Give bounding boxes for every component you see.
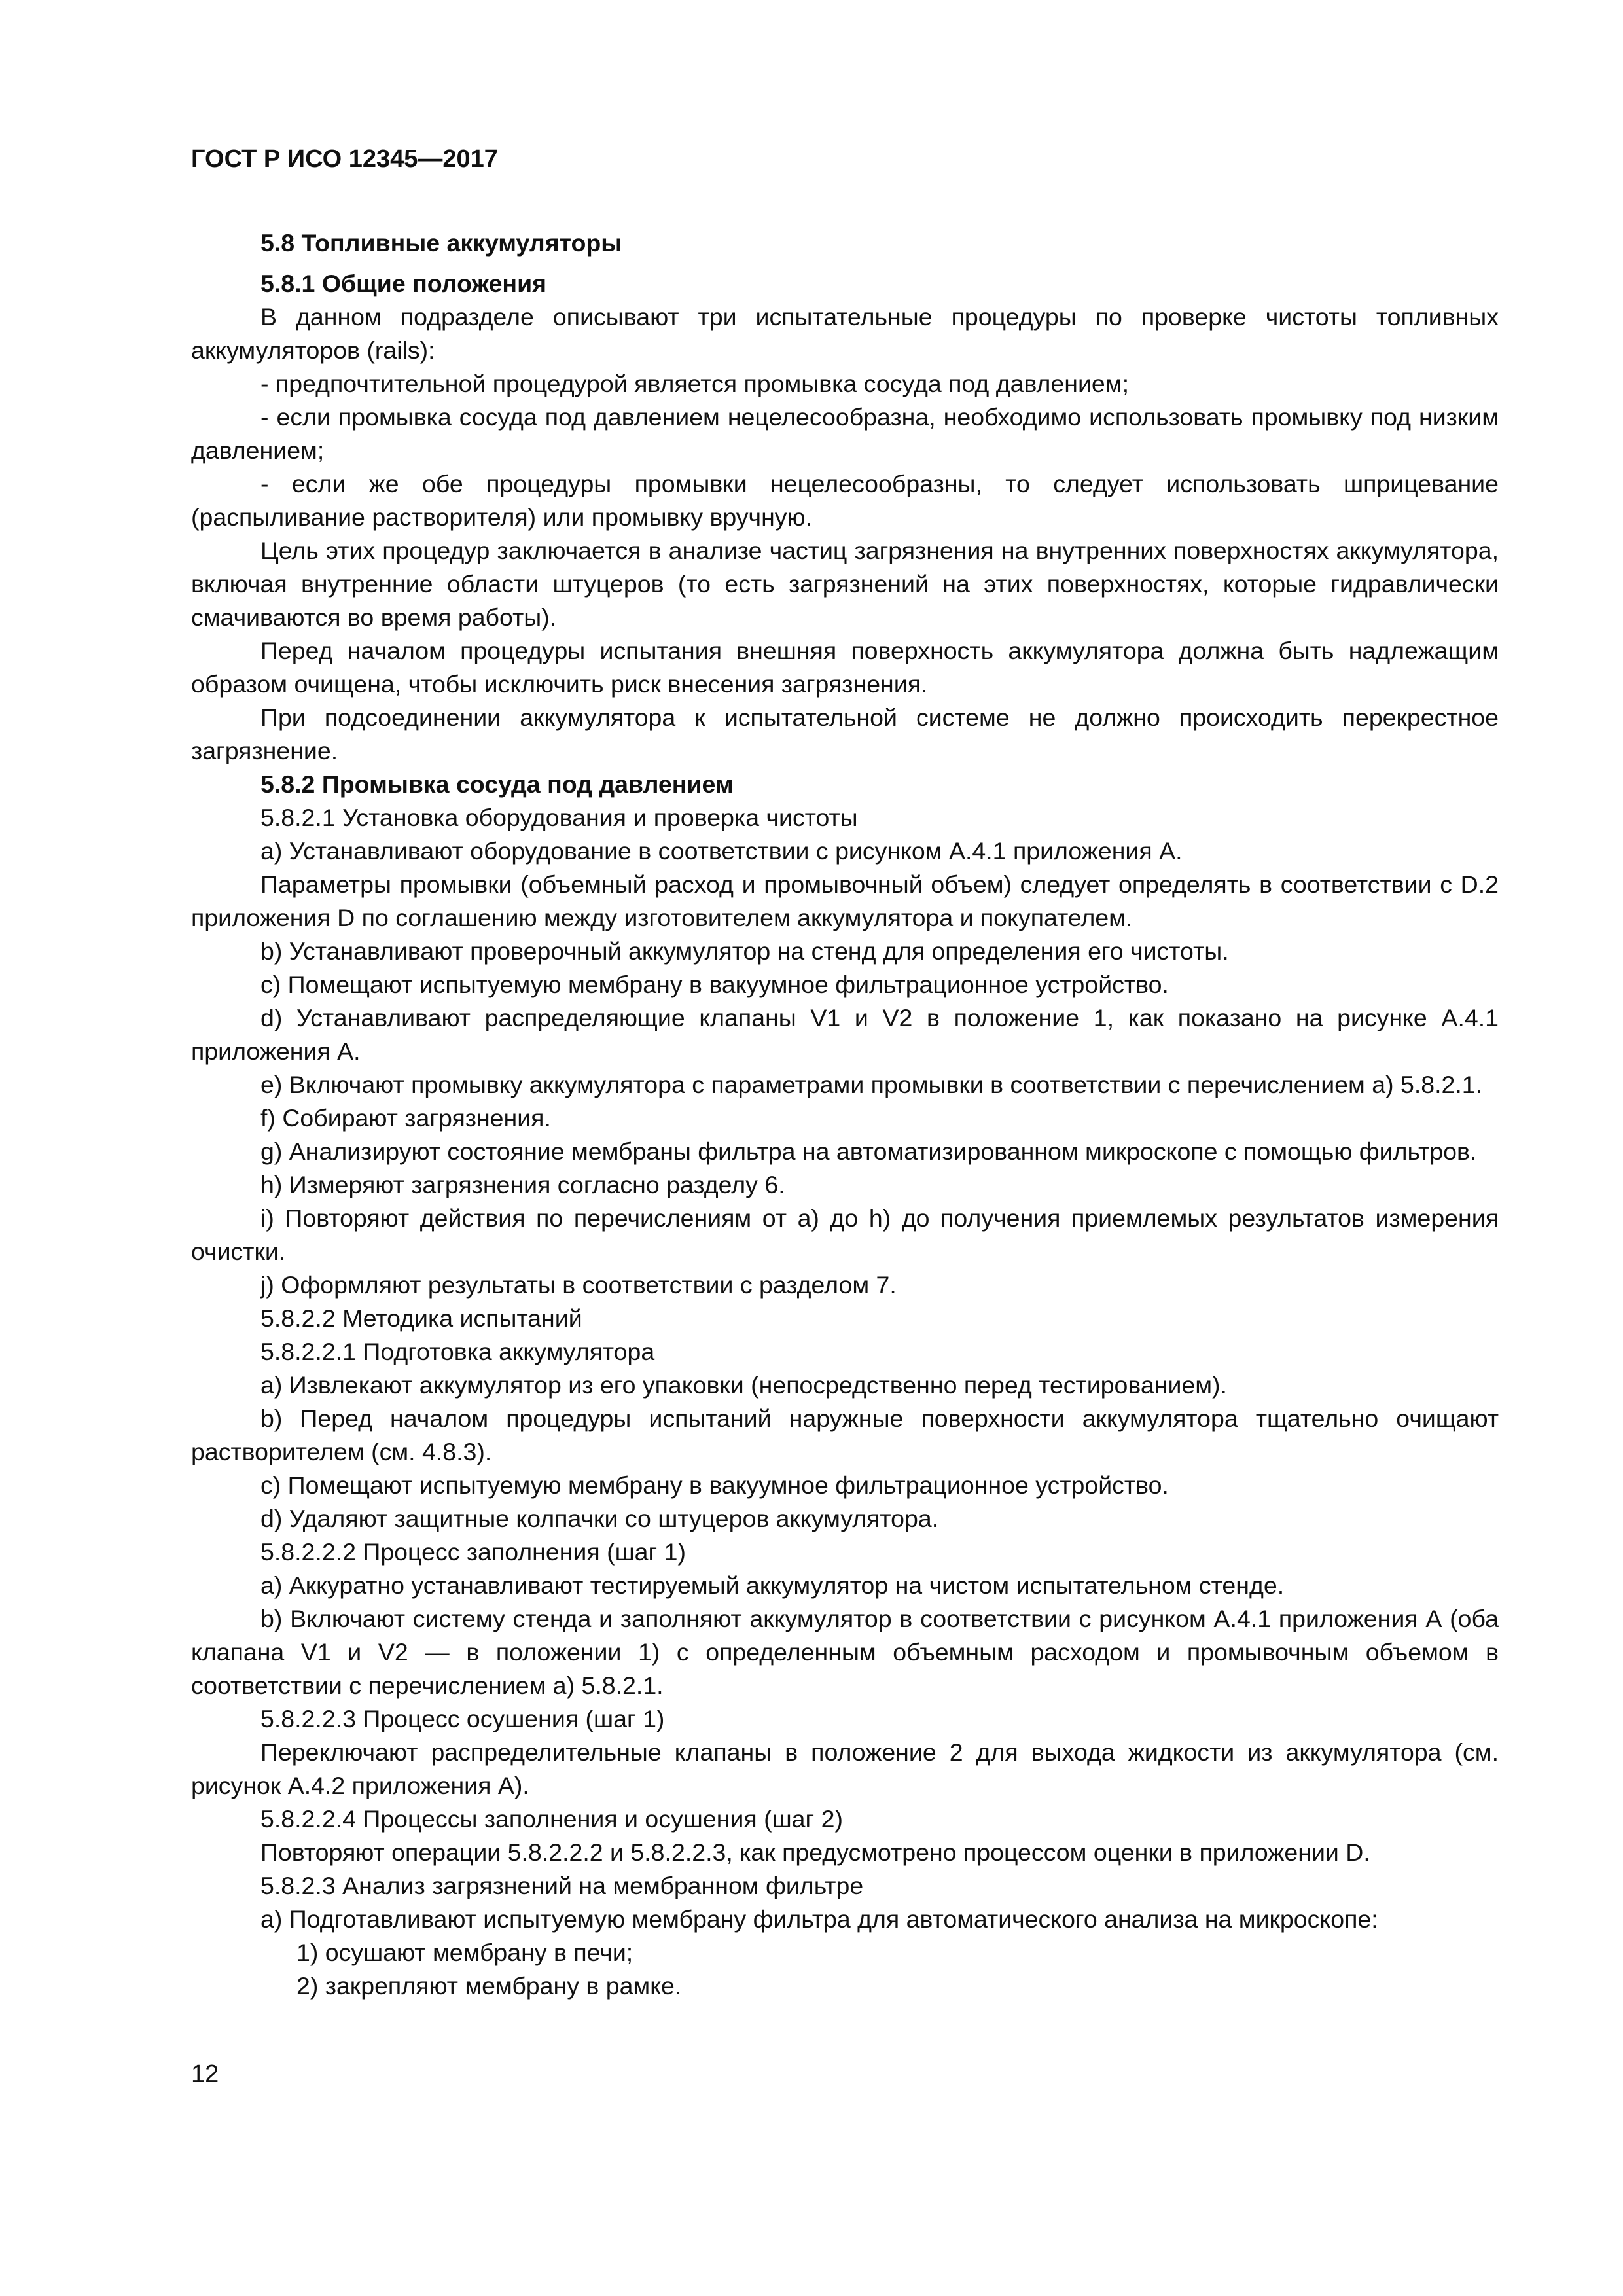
list-item: g) Анализируют состояние мембраны фильтра на автоматизированном микроскопе с помощью фильтров. (260, 1138, 1477, 1165)
paragraph: Параметры промывки (объемный расход и промывочный объем) следует определять в соответствии с D.2 приложения D по соглашению между изготовителем аккумулятора и покупателем. (191, 870, 1499, 931)
clause-title: 5.8.2.3 Анализ загрязнений на мембранном фильтре (260, 1872, 864, 1899)
list-item: b) Включают систему стенда и заполняют аккумулятор в соответствии с рисунком А.4.1 приложения А (оба клапана V1 и V2 — в положении 1) с определенным объемным расходом и промывочным объемом в соответствии с перечислением а) 5.8.2.1. (191, 1605, 1499, 1699)
list-item: d) Удаляют защитные колпачки со штуцеров аккумулятора. (260, 1505, 939, 1532)
document-body (191, 219, 1499, 2003)
clause-title: 5.8.2.2.1 Подготовка аккумулятора (260, 1338, 655, 1365)
subsection-heading: 5.8.2 Промывка сосуда под давлением (260, 770, 734, 798)
list-item: c) Помещают испытуемую мембрану в вакуумное фильтрационное устройство. (260, 971, 1169, 998)
list-item: a) Извлекают аккумулятор из его упаковки (непосредственно перед тестированием). (260, 1371, 1227, 1399)
subsection-heading: 5.8.1 Общие положения (260, 270, 547, 297)
list-item: i) Повторяют действия по перечислениям от а) до h) до получения приемлемых результатов измерения очистки. (191, 1204, 1499, 1265)
sub-list-item: 2) закрепляют мембрану в рамке. (296, 1972, 682, 2000)
list-item: a) Устанавливают оборудование в соответствии с рисунком А.4.1 приложения А. (260, 837, 1183, 865)
paragraph: В данном подразделе описывают три испытательные процедуры по проверке чистоты топливных аккумуляторов (rails): (191, 303, 1499, 364)
page-number: 12 (191, 2060, 219, 2088)
list-item: h) Измеряют загрязнения согласно разделу 6. (260, 1171, 785, 1198)
clause-title: 5.8.2.2.2 Процесс заполнения (шаг 1) (260, 1538, 686, 1566)
paragraph: Повторяют операции 5.8.2.2.2 и 5.8.2.2.3, как предусмотрено процессом оценки в приложении D. (260, 1839, 1370, 1866)
list-item: - если же обе процедуры промывки нецелесообразны, то следует использовать шприцевание (распыливание растворителя) или промывку вручную. (191, 470, 1499, 531)
list-item: a) Аккуратно устанавливают тестируемый аккумулятор на чистом испытательном стенде. (260, 1571, 1285, 1599)
list-item: a) Подготавливают испытуемую мембрану фильтра для автоматического анализа на микроскопе: (260, 1905, 1378, 1933)
document-header: ГОСТ Р ИСО 12345—2017 (191, 145, 498, 173)
clause-title: 5.8.2.2 Методика испытаний (260, 1304, 582, 1332)
list-item: j) Оформляют результаты в соответствии с разделом 7. (260, 1271, 897, 1299)
section-heading: 5.8 Топливные аккумуляторы (260, 229, 622, 257)
list-item: - если промывка сосуда под давлением нецелесообразна, необходимо использовать промывку под низким давлением; (191, 403, 1499, 464)
paragraph: Переключают распределительные клапаны в положение 2 для выхода жидкости из аккумулятора (см. рисунок А.4.2 приложения А). (191, 1738, 1499, 1799)
list-item: b) Устанавливают проверочный аккумулятор на стенд для определения его чистоты. (260, 937, 1229, 965)
list-item: - предпочтительной процедурой является промывка сосуда под давлением; (260, 370, 1129, 397)
list-item: b) Перед началом процедуры испытаний наружные поверхности аккумулятора тщательно очищают растворителем (см. 4.8.3). (191, 1405, 1499, 1465)
list-item: e) Включают промывку аккумулятора с параметрами промывки в соответствии с перечислением а) 5.8.2.1. (260, 1071, 1483, 1098)
clause-title: 5.8.2.1 Установка оборудования и проверка чистоты (260, 804, 858, 831)
clause-title: 5.8.2.2.3 Процесс осушения (шаг 1) (260, 1705, 665, 1732)
sub-list-item: 1) осушают мембрану в печи; (296, 1939, 633, 1966)
clause-title: 5.8.2.2.4 Процессы заполнения и осушения (шаг 2) (260, 1805, 843, 1833)
paragraph: При подсоединении аккумулятора к испытательной системе не должно происходить перекрестное загрязнение. (191, 704, 1499, 764)
list-item: d) Устанавливают распределяющие клапаны V1 и V2 в положение 1, как показано на рисунке А.4.1 приложения А. (191, 1004, 1499, 1065)
paragraph: Цель этих процедур заключается в анализе частиц загрязнения на внутренних поверхностях аккумулятора, включая внутренние области штуцеров (то есть загрязнений на этих поверхностях, которые гидравлически смачиваются во время работы). (191, 537, 1499, 631)
paragraph: Перед началом процедуры испытания внешняя поверхность аккумулятора должна быть надлежащим образом очищена, чтобы исключить риск внесения загрязнения. (191, 637, 1499, 698)
list-item: c) Помещают испытуемую мембрану в вакуумное фильтрационное устройство. (260, 1471, 1169, 1499)
list-item: f) Собирают загрязнения. (260, 1104, 551, 1132)
